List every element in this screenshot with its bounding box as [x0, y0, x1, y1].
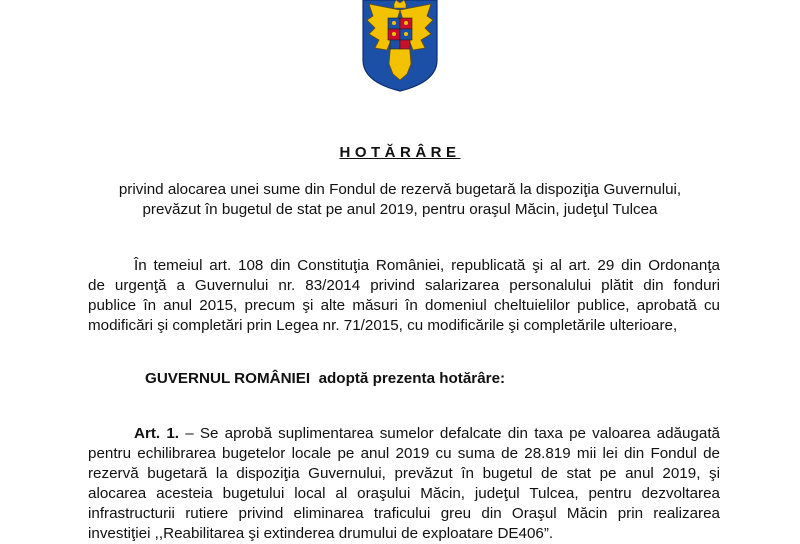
preamble-line: modificări şi completări prin Legea nr. 71/2015, cu modificările şi completările ulterioare, [88, 317, 678, 334]
preamble-line: de urgenţă a Guvernului nr. 83/2014 privind salarizarea personalului plătit din fonduri [88, 277, 720, 294]
article-line: pentru echilibrarea bugetelor locale pe anul 2019 cu suma de 28.819 mii lei din Fondul de [88, 445, 720, 462]
document-title: HOTĂRÂRE [339, 144, 461, 161]
coat-of-arms-icon [361, 0, 439, 92]
article-1-paragraph [88, 424, 720, 544]
article-line: infrastructurii rutiere privind eliminarea traficului greu din Oraşul Măcin prin realizarea [88, 505, 720, 522]
subtitle-line-1: privind alocarea unei sume din Fondul de rezervă bugetară la dispoziţia Guvernului, [118, 181, 682, 198]
adoption-statement [145, 370, 505, 387]
preamble-line: publice în anul 2015, precum şi alte măsuri în domeniul cheltuielilor publice, aprobată cu [88, 297, 720, 314]
preamble-paragraph [88, 256, 720, 336]
preamble-line: În temeiul art. 108 din Constituţia României, republicată şi al art. 29 din Ordonanţa [134, 257, 720, 274]
article-label: Art. 1. [134, 425, 180, 442]
article-line: Art. 1. – Se aprobă suplimentarea sumelor defalcate din taxa pe valoarea adăugată [134, 425, 720, 442]
government-name: GUVERNUL ROMÂNIEI [145, 370, 311, 387]
subtitle-line-2: prevăzut în bugetul de stat pe anul 2019, pentru oraşul Măcin, judeţul Tulcea [142, 201, 658, 218]
article-line: investiţiei ,,Reabilitarea şi extinderea drumului de exploatare DE406”. [88, 525, 554, 542]
article-line: rezervă bugetară la dispoziţia Guvernului, prevăzut în bugetul de stat pe anul 2019, şi [88, 465, 720, 482]
article-line: alocarea acesteia bugetului local al oraşului Măcin, judeţul Tulcea, pentru dezvoltarea [88, 485, 720, 502]
adoption-action: adoptă prezenta hotărâre: [318, 370, 506, 387]
coat-of-arms-emblem [361, 0, 439, 92]
document-subtitle [60, 180, 740, 220]
